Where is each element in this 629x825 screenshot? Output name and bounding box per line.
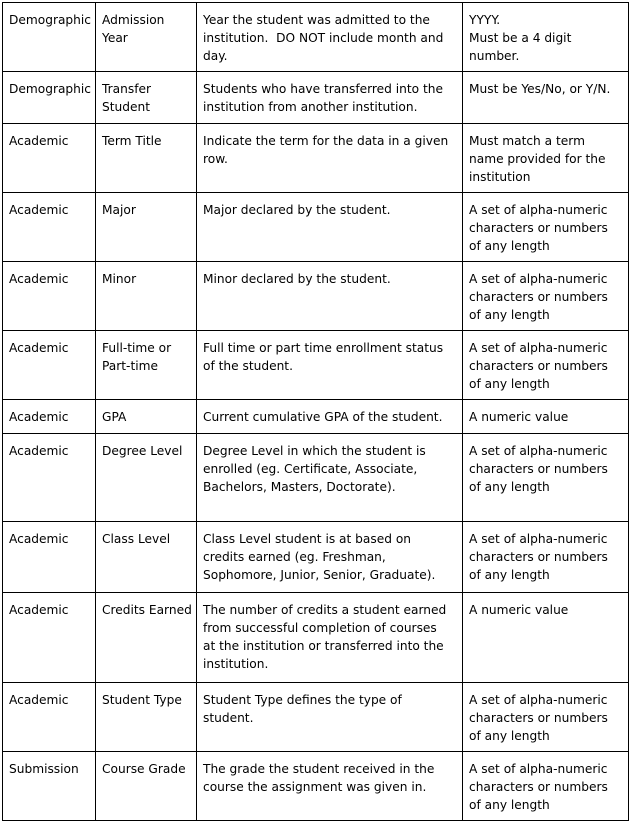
- field-name-cell: GPA: [96, 400, 197, 434]
- format-cell: Must be Yes/No, or Y/N.: [463, 72, 629, 124]
- table-row: [3, 434, 629, 522]
- category-cell: Academic: [3, 683, 96, 752]
- format-cell: A numeric value: [463, 593, 629, 683]
- format-cell: A numeric value: [463, 400, 629, 434]
- description-cell: Degree Level in which the student is enrolled (eg. Certificate, Associate, Bachelors, Masters, Doctorate).: [197, 434, 463, 522]
- table-row: [3, 72, 629, 124]
- format-cell: A set of alpha-numeric characters or numbers of any length: [463, 434, 629, 522]
- description-cell: The grade the student received in the course the assignment was given in.: [197, 752, 463, 821]
- format-cell: A set of alpha-numeric characters or numbers of any length: [463, 752, 629, 821]
- description-cell: Student Type defines the type of student.: [197, 683, 463, 752]
- field-name-cell: Minor: [96, 262, 197, 331]
- format-cell: A set of alpha-numeric characters or numbers of any length: [463, 331, 629, 400]
- table-row: [3, 124, 629, 193]
- field-name-cell: Full-time or Part-time: [96, 331, 197, 400]
- field-name-cell: Course Grade: [96, 752, 197, 821]
- format-cell: A set of alpha-numeric characters or numbers of any length: [463, 193, 629, 262]
- description-cell: Indicate the term for the data in a given row.: [197, 124, 463, 193]
- field-name-cell: Term Title: [96, 124, 197, 193]
- category-cell: Academic: [3, 400, 96, 434]
- table-row: [3, 752, 629, 821]
- description-cell: Class Level student is at based on credits earned (eg. Freshman, Sophomore, Junior, Senior, Graduate).: [197, 522, 463, 593]
- description-cell: The number of credits a student earned from successful completion of courses at the institution or transferred into the institution.: [197, 593, 463, 683]
- description-cell: Major declared by the student.: [197, 193, 463, 262]
- table-row: [3, 522, 629, 593]
- category-cell: Academic: [3, 193, 96, 262]
- description-cell: Year the student was admitted to the institution. DO NOT include month and day.: [197, 3, 463, 72]
- format-cell: Must match a term name provided for the institution: [463, 124, 629, 193]
- field-name-cell: Admission Year: [96, 3, 197, 72]
- description-cell: Current cumulative GPA of the student.: [197, 400, 463, 434]
- field-name-cell: Class Level: [96, 522, 197, 593]
- field-name-cell: Major: [96, 193, 197, 262]
- table-row: [3, 683, 629, 752]
- category-cell: Submission: [3, 752, 96, 821]
- table-row: [3, 400, 629, 434]
- format-cell: YYYY. Must be a 4 digit number.: [463, 3, 629, 72]
- description-cell: Students who have transferred into the institution from another institution.: [197, 72, 463, 124]
- table-row: [3, 3, 629, 72]
- description-cell: Minor declared by the student.: [197, 262, 463, 331]
- category-cell: Demographic: [3, 3, 96, 72]
- description-cell: Full time or part time enrollment status of the student.: [197, 331, 463, 400]
- category-cell: Academic: [3, 124, 96, 193]
- field-name-cell: Degree Level: [96, 434, 197, 522]
- field-spec-table: [2, 2, 629, 821]
- category-cell: Academic: [3, 434, 96, 522]
- field-name-cell: Student Type: [96, 683, 197, 752]
- category-cell: Academic: [3, 522, 96, 593]
- table-row: [3, 262, 629, 331]
- category-cell: Academic: [3, 331, 96, 400]
- category-cell: Academic: [3, 262, 96, 331]
- field-name-cell: Credits Earned: [96, 593, 197, 683]
- category-cell: Academic: [3, 593, 96, 683]
- format-cell: A set of alpha-numeric characters or numbers of any length: [463, 683, 629, 752]
- table-row: [3, 331, 629, 400]
- field-name-cell: Transfer Student: [96, 72, 197, 124]
- table-row: [3, 193, 629, 262]
- table-row: [3, 593, 629, 683]
- category-cell: Demographic: [3, 72, 96, 124]
- format-cell: A set of alpha-numeric characters or numbers of any length: [463, 262, 629, 331]
- format-cell: A set of alpha-numeric characters or numbers of any length: [463, 522, 629, 593]
